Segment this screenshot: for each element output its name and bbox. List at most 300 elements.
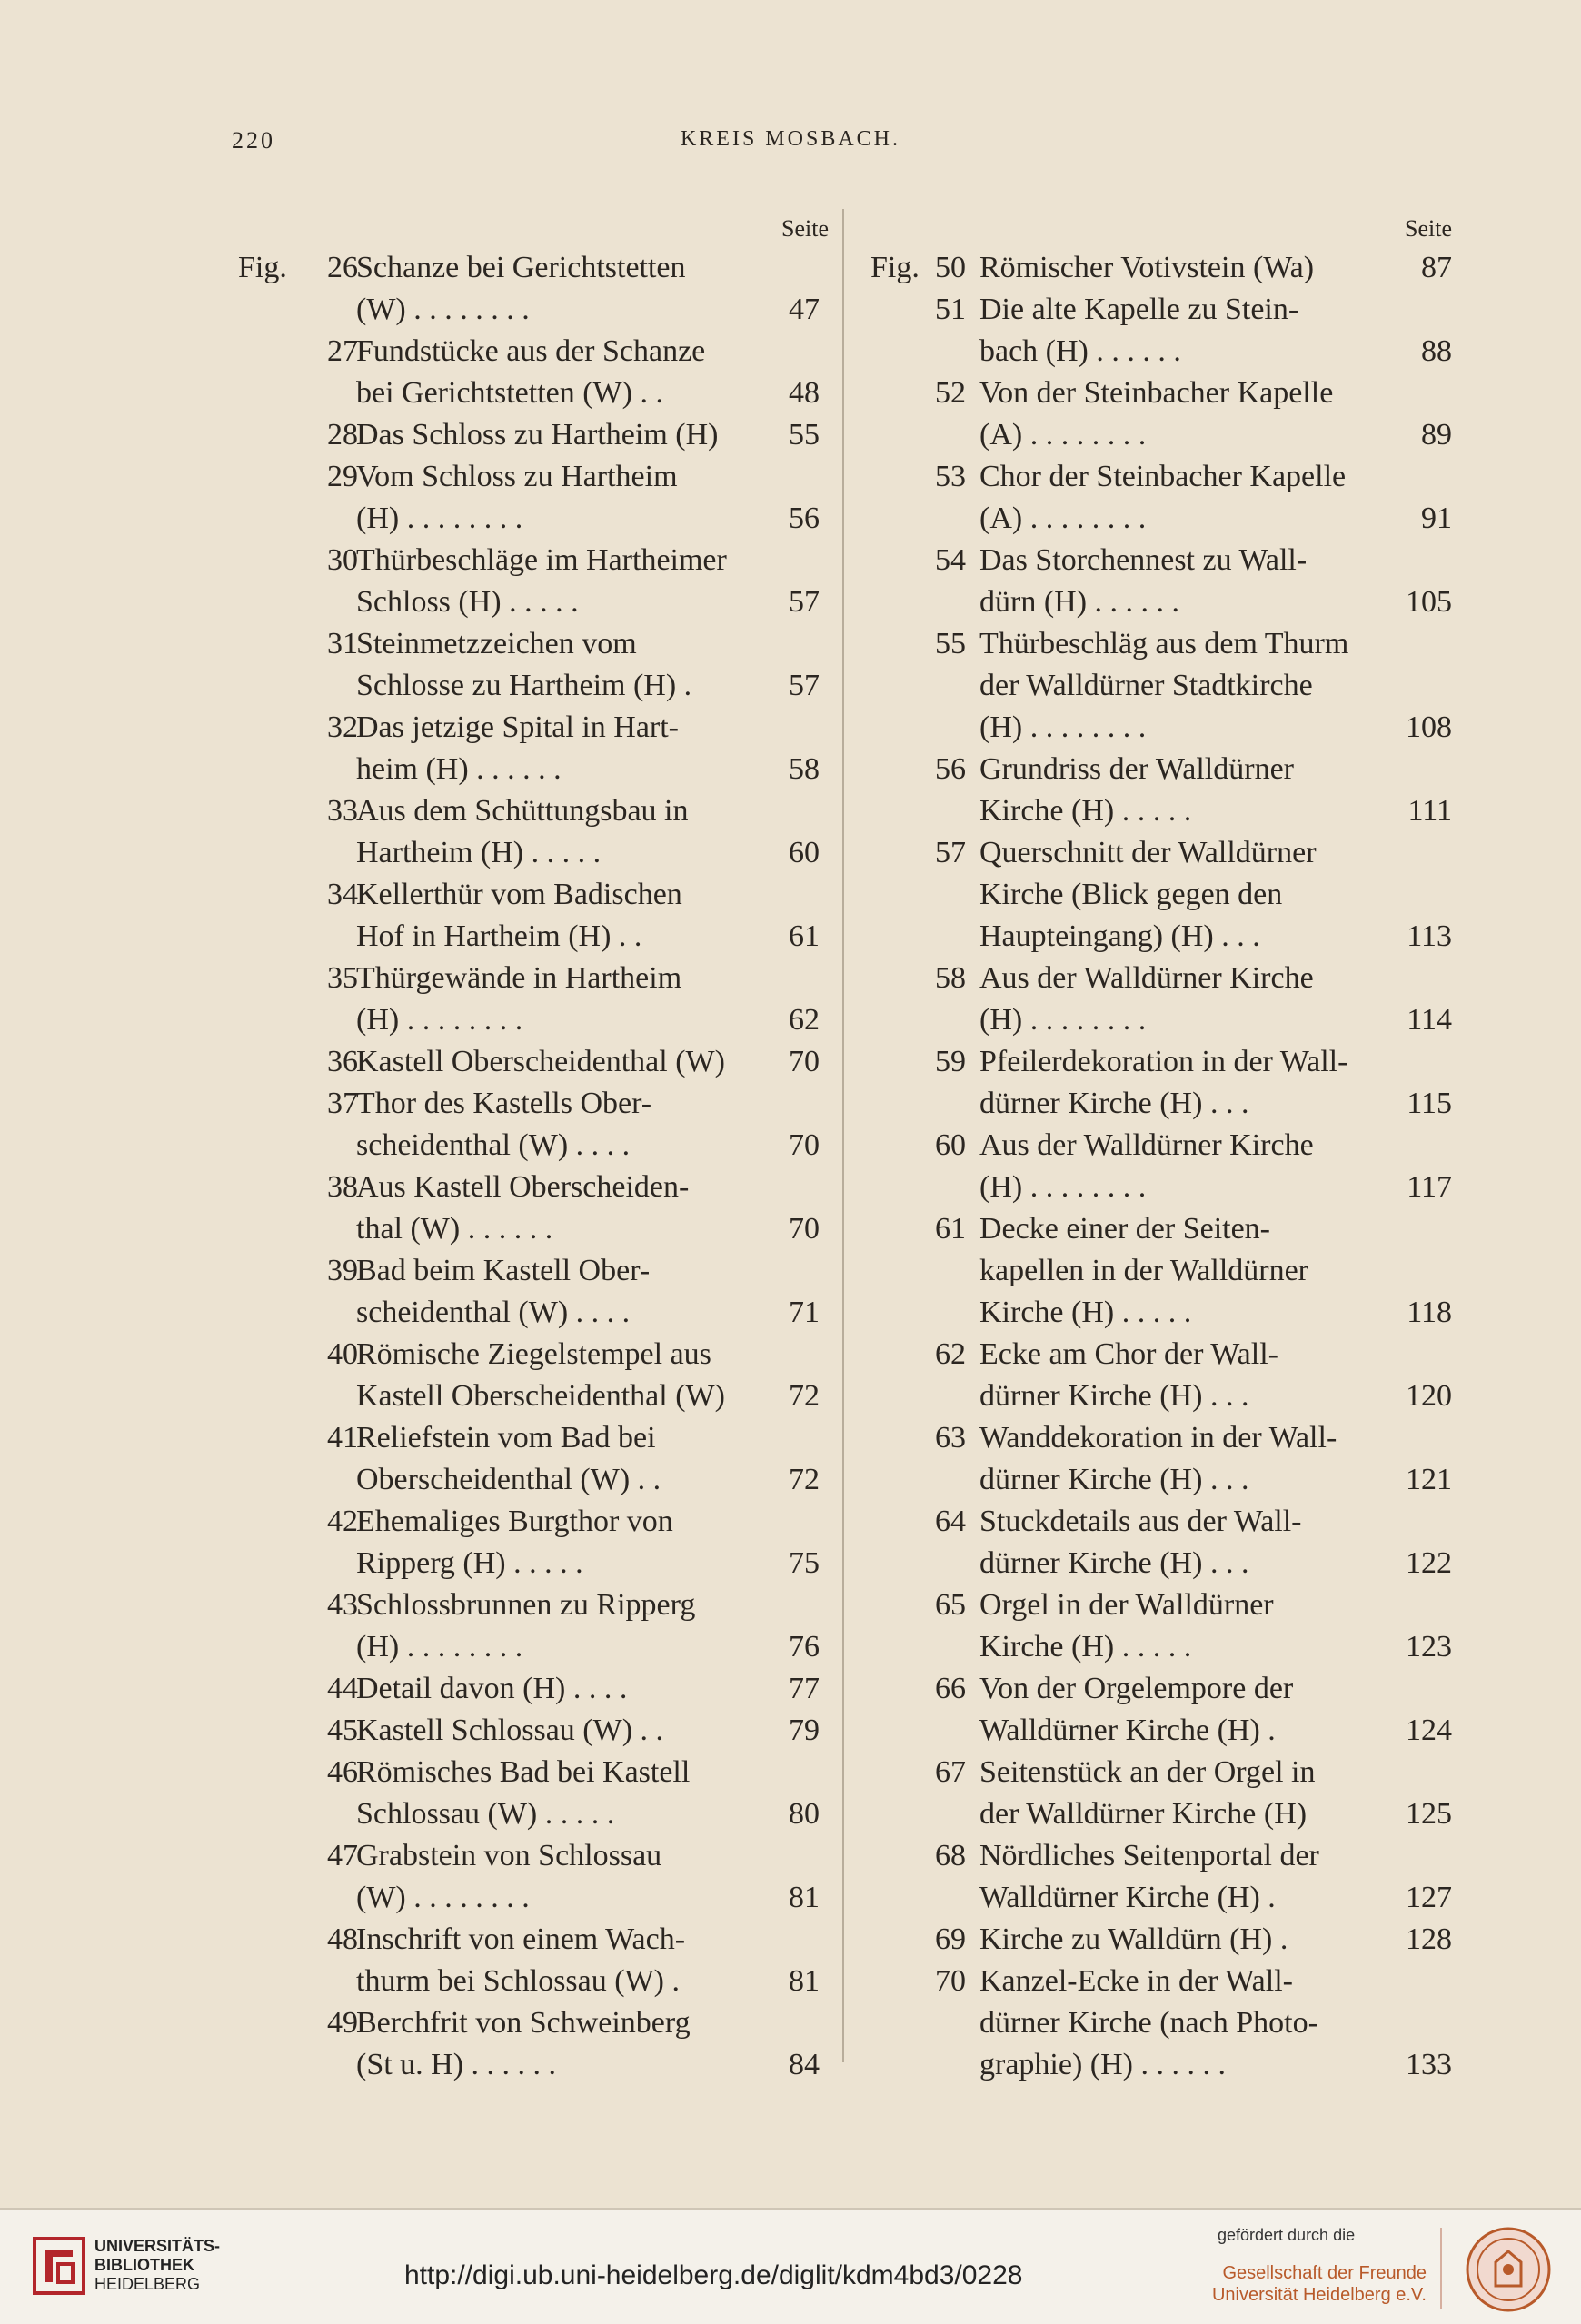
figure-entry-line	[870, 1250, 1452, 1292]
page-reference: 80	[789, 1797, 820, 1831]
figure-entry	[238, 414, 829, 456]
figure-entry-line	[238, 1835, 829, 1877]
figure-entry-line	[870, 1083, 1452, 1125]
figure-number: 30	[327, 543, 358, 577]
figure-number: 33	[327, 794, 358, 828]
figure-entry	[870, 1041, 1452, 1125]
fig-label: Fig.	[238, 251, 287, 284]
figure-caption: scheidenthal (W) . . . .	[356, 1128, 631, 1162]
page-reference: 122	[1406, 1546, 1452, 1580]
figure-entry-line	[870, 414, 1452, 456]
figure-list-left-column	[238, 211, 829, 2086]
figure-entry-line	[870, 1835, 1452, 1877]
figure-entry-line	[870, 916, 1452, 958]
figure-number: 52	[935, 376, 966, 410]
figure-number: 27	[327, 334, 358, 368]
page-reference: 118	[1407, 1296, 1452, 1329]
page-reference: 55	[789, 418, 820, 452]
figure-entry	[870, 372, 1452, 456]
figure-entry-line	[238, 1919, 829, 1961]
figure-number: 37	[327, 1087, 358, 1120]
society-name	[1208, 2262, 1427, 2306]
figure-entry-line	[870, 1125, 1452, 1167]
figure-entry	[870, 623, 1452, 749]
figure-entry-line	[238, 1376, 829, 1417]
figure-number: 47	[327, 1839, 358, 1872]
figure-entry-line	[238, 1167, 829, 1208]
page-reference: 70	[789, 1128, 820, 1162]
figure-entry-line	[238, 456, 829, 498]
page-reference: 124	[1406, 1713, 1452, 1747]
page-reference: 75	[789, 1546, 820, 1580]
figure-number: 69	[935, 1922, 966, 1956]
figure-caption: Inschrift von einem Wach-	[356, 1922, 686, 1956]
figure-entry	[238, 1083, 829, 1167]
figure-entry-line	[870, 1668, 1452, 1710]
figure-entry-line	[238, 2044, 829, 2086]
figure-caption: Kanzel-Ecke in der Wall-	[979, 1964, 1293, 1998]
figure-caption: Kastell Schlossau (W) . .	[356, 1713, 664, 1747]
page-reference: 81	[789, 1964, 820, 1998]
figure-number: 62	[935, 1337, 966, 1371]
figure-entry-line	[870, 540, 1452, 581]
figure-caption: Grabstein von Schlossau	[356, 1839, 662, 1872]
figure-number: 34	[327, 878, 358, 911]
figure-caption: Haupteingang) (H) . . .	[979, 919, 1260, 953]
figure-entry-line	[238, 1501, 829, 1543]
figure-caption: Kirche (H) . . . . .	[979, 1630, 1192, 1664]
page-reference: 123	[1406, 1630, 1452, 1664]
figure-number: 63	[935, 1421, 966, 1455]
figure-caption: Römische Ziegelstempel aus	[356, 1337, 711, 1371]
figure-caption: Wanddekoration in der Wall-	[979, 1421, 1337, 1455]
page-number: 220	[232, 127, 275, 154]
figure-entry	[870, 832, 1452, 958]
footer-separator	[1440, 2228, 1442, 2309]
figure-entry-line	[238, 581, 829, 623]
page-reference: 71	[789, 1296, 820, 1329]
figure-entry-line	[238, 665, 829, 707]
page-reference: 133	[1406, 2048, 1452, 2081]
figure-entry-line	[238, 916, 829, 958]
figure-number: 46	[327, 1755, 358, 1789]
figure-number: 60	[935, 1128, 966, 1162]
figure-caption: Thürgewände in Hartheim	[356, 961, 682, 995]
figure-entry	[870, 1752, 1452, 1835]
figure-caption: scheidenthal (W) . . . .	[356, 1296, 631, 1329]
page-reference: 70	[789, 1212, 820, 1246]
figure-number: 57	[935, 836, 966, 869]
figure-entry	[238, 1334, 829, 1417]
figure-entry	[238, 1668, 829, 1710]
figure-caption: Orgel in der Walldürner	[979, 1588, 1274, 1622]
figure-entry-line	[238, 1417, 829, 1459]
figure-entry-line	[238, 623, 829, 665]
figure-entry	[870, 1417, 1452, 1501]
figure-entry	[870, 1208, 1452, 1334]
figure-entry-line	[238, 790, 829, 832]
figure-caption: thurm bei Schlossau (W) .	[356, 1964, 680, 1998]
figure-caption: (A) . . . . . . . .	[979, 418, 1147, 452]
figure-caption: (W) . . . . . . . .	[356, 293, 530, 326]
figure-entry-line	[238, 958, 829, 999]
figure-number: 39	[327, 1254, 358, 1287]
figure-entry-line	[238, 707, 829, 749]
figure-entry-line	[238, 372, 829, 414]
figure-entry	[870, 1668, 1452, 1752]
page-reference: 79	[789, 1713, 820, 1747]
permalink-url[interactable]: http://digi.ub.uni-heidelberg.de/diglit/kdm4bd3/0228	[404, 2260, 1023, 2290]
page-reference: 113	[1407, 919, 1452, 953]
page-reference: 128	[1406, 1922, 1452, 1956]
figure-caption: Fundstücke aus der Schanze	[356, 334, 706, 368]
page-reference: 88	[1421, 334, 1452, 368]
figure-number: 43	[327, 1588, 358, 1622]
figure-entry-line	[238, 1292, 829, 1334]
figure-entry-line	[870, 790, 1452, 832]
figure-caption: Hartheim (H) . . . . .	[356, 836, 602, 869]
figure-caption: Steinmetzzeichen vom	[356, 627, 637, 660]
figure-entry-line	[870, 1543, 1452, 1584]
figure-caption: Schanze bei Gerichtstetten	[356, 251, 686, 284]
figure-caption: dürner Kirche (H) . . .	[979, 1546, 1249, 1580]
figure-caption: bach (H) . . . . . .	[979, 334, 1181, 368]
figure-entry-line	[870, 1626, 1452, 1668]
figure-caption: Detail davon (H) . . . .	[356, 1672, 628, 1705]
figure-caption: Berchfrit von Schweinberg	[356, 2006, 691, 2040]
figure-entry	[238, 1250, 829, 1334]
figure-entry-line	[870, 498, 1452, 540]
figure-caption: Decke einer der Seiten-	[979, 1212, 1270, 1246]
page-reference: 91	[1421, 502, 1452, 535]
figure-entry	[870, 749, 1452, 832]
viewer-footer	[0, 2208, 1581, 2324]
figure-caption: Aus Kastell Oberscheiden-	[356, 1170, 690, 1204]
figure-entry	[238, 874, 829, 958]
page-reference: 121	[1406, 1463, 1452, 1496]
figure-entry-line	[870, 247, 1452, 289]
page-reference: 61	[789, 919, 820, 953]
figure-caption: Die alte Kapelle zu Stein-	[979, 293, 1299, 326]
figure-caption: Oberscheidenthal (W) . .	[356, 1463, 661, 1496]
library-name-line: UNIVERSITÄTS-	[94, 2237, 221, 2255]
figure-entry-line	[870, 1417, 1452, 1459]
figure-number: 53	[935, 460, 966, 493]
page-reference: 60	[789, 836, 820, 869]
figure-entry-line	[238, 289, 829, 331]
figure-caption: Bad beim Kastell Ober-	[356, 1254, 651, 1287]
running-title: KREIS MOSBACH.	[680, 127, 901, 151]
figure-entry	[870, 1835, 1452, 1919]
figure-caption: dürner Kirche (nach Photo-	[979, 2006, 1318, 2040]
figure-entry-line	[870, 623, 1452, 665]
figure-entry-line	[238, 1459, 829, 1501]
figure-entry-line	[238, 1752, 829, 1793]
figure-entry-line	[870, 289, 1452, 331]
figure-caption: Seitenstück an der Orgel in	[979, 1755, 1316, 1789]
figure-number: 54	[935, 543, 966, 577]
figure-entry-line	[238, 331, 829, 372]
figure-entry	[870, 1961, 1452, 2086]
figure-number: 28	[327, 418, 358, 452]
figure-entry	[870, 1125, 1452, 1208]
figure-entry	[238, 1919, 829, 2002]
figure-caption: Kirche (H) . . . . .	[979, 1296, 1192, 1329]
figure-entry-line	[870, 1292, 1452, 1334]
figure-entry	[238, 623, 829, 707]
figure-caption: thal (W) . . . . . .	[356, 1212, 553, 1246]
figure-entry	[870, 456, 1452, 540]
figure-caption: Grundriss der Walldürner	[979, 752, 1294, 786]
figure-entry	[238, 1417, 829, 1501]
figure-entry-line	[238, 1250, 829, 1292]
figure-caption: Kirche zu Walldürn (H) .	[979, 1922, 1288, 1956]
figure-entry-line	[870, 581, 1452, 623]
page-reference: 76	[789, 1630, 820, 1664]
figure-caption: Schlossau (W) . . . . .	[356, 1797, 615, 1831]
page-reference: 117	[1407, 1170, 1452, 1204]
figure-entry-line	[870, 1961, 1452, 2002]
figure-entry-line	[870, 1501, 1452, 1543]
figure-number: 70	[935, 1964, 966, 1998]
figure-caption: Schloss (H) . . . . .	[356, 585, 579, 619]
figure-list-right-column	[870, 211, 1452, 2086]
page-reference: 115	[1407, 1087, 1452, 1120]
figure-caption: bei Gerichtstetten (W) . .	[356, 376, 663, 410]
figure-entry-line	[870, 999, 1452, 1041]
figure-entry-line	[870, 1710, 1452, 1752]
figure-caption: heim (H) . . . . . .	[356, 752, 562, 786]
figure-entry	[870, 1584, 1452, 1668]
figure-number: 31	[327, 627, 358, 660]
figure-entry-line	[238, 1208, 829, 1250]
figure-caption: Das jetzige Spital in Hart-	[356, 710, 680, 744]
figure-number: 45	[327, 1713, 358, 1747]
figure-number: 49	[327, 2006, 358, 2040]
figure-entry-line	[238, 498, 829, 540]
figure-caption: der Walldürner Kirche (H)	[979, 1797, 1308, 1831]
page-reference: 105	[1406, 585, 1452, 619]
fig-label: Fig.	[870, 251, 920, 284]
figure-caption: Thürbeschläg aus dem Thurm	[979, 627, 1349, 660]
figure-entry-line	[238, 999, 829, 1041]
figure-entry-line	[870, 1584, 1452, 1626]
figure-caption: Kirche (Blick gegen den	[979, 878, 1283, 911]
funded-by-text: gefördert durch die	[1218, 2226, 1356, 2244]
figure-caption: Das Storchennest zu Wall-	[979, 543, 1308, 577]
figure-entry-line	[870, 1041, 1452, 1083]
figure-caption: Ripperg (H) . . . . .	[356, 1546, 583, 1580]
figure-caption: Ehemaliges Burgthor von	[356, 1505, 673, 1538]
figure-entry-line	[238, 1626, 829, 1668]
figure-entry-line	[870, 1752, 1452, 1793]
figure-caption: Chor der Steinbacher Kapelle	[979, 460, 1347, 493]
figure-entry-line	[238, 1125, 829, 1167]
page-reference: 48	[789, 376, 820, 410]
figure-entry-line	[870, 1208, 1452, 1250]
figure-entry	[238, 247, 829, 331]
figure-entry-line	[870, 372, 1452, 414]
library-name-line: HEIDELBERG	[94, 2275, 201, 2293]
figure-number: 32	[327, 710, 358, 744]
figure-entry-line	[238, 1041, 829, 1083]
figure-number: 42	[327, 1505, 358, 1538]
figure-number: 58	[935, 961, 966, 995]
figure-entry-line	[870, 456, 1452, 498]
figure-caption: (H) . . . . . . . .	[979, 1003, 1147, 1037]
figure-caption: dürner Kirche (H) . . .	[979, 1379, 1249, 1413]
figure-caption: Stuckdetails aus der Wall-	[979, 1505, 1302, 1538]
figure-number: 29	[327, 460, 358, 493]
figure-entry-line	[870, 2044, 1452, 2086]
figure-caption: (A) . . . . . . . .	[979, 502, 1147, 535]
figure-caption: (St u. H) . . . . . .	[356, 2048, 557, 2081]
figure-caption: Aus dem Schüttungsbau in	[356, 794, 689, 828]
figure-caption: Schlossbrunnen zu Ripperg	[356, 1588, 696, 1622]
page-reference: 81	[789, 1881, 820, 1914]
page-reference: 87	[1421, 251, 1452, 284]
figure-entry-line	[238, 874, 829, 916]
figure-entry-line	[870, 1459, 1452, 1501]
figure-entry	[238, 1710, 829, 1752]
figure-caption: Von der Orgelempore der	[979, 1672, 1294, 1705]
figure-caption: Schlosse zu Hartheim (H) .	[356, 669, 692, 702]
figure-entry-line	[238, 2002, 829, 2044]
page-reference: 125	[1406, 1797, 1452, 1831]
figure-caption: kapellen in der Walldürner	[979, 1254, 1308, 1287]
figure-caption: dürner Kirche (H) . . .	[979, 1087, 1249, 1120]
page-reference: 127	[1406, 1881, 1452, 1914]
figure-caption: Ecke am Chor der Wall-	[979, 1337, 1278, 1371]
page-reference: 84	[789, 2048, 820, 2081]
figure-entry-line	[870, 958, 1452, 999]
figure-entry-line	[870, 832, 1452, 874]
figure-entry-line	[238, 1961, 829, 2002]
figure-entry	[238, 958, 829, 1041]
figure-caption: Nördliches Seitenportal der	[979, 1839, 1319, 1872]
figure-caption: graphie) (H) . . . . . .	[979, 2048, 1226, 2081]
figure-caption: Querschnitt der Walldürner	[979, 836, 1317, 869]
figure-caption: Das Schloss zu Hartheim (H)	[356, 418, 719, 452]
figure-entry-line	[238, 832, 829, 874]
figure-caption: Walldürner Kirche (H) .	[979, 1881, 1276, 1914]
figure-entry	[870, 1334, 1452, 1417]
figure-entry	[238, 790, 829, 874]
library-name-line: BIBLIOTHEK	[94, 2256, 194, 2274]
figure-number: 38	[327, 1170, 358, 1204]
figure-entry	[238, 1835, 829, 1919]
figure-entry	[238, 2002, 829, 2086]
university-seal-icon	[1465, 2226, 1552, 2313]
figure-entry-line	[238, 247, 829, 289]
figure-entry	[870, 1919, 1452, 1961]
figure-entry	[238, 1584, 829, 1668]
figure-caption: (H) . . . . . . . .	[356, 1630, 523, 1664]
figure-entry-line	[870, 1793, 1452, 1835]
figure-entry	[238, 540, 829, 623]
column-divider	[842, 209, 844, 2062]
figure-number: 68	[935, 1839, 966, 1872]
page-reference: 62	[789, 1003, 820, 1037]
society-name-line: Universität Heidelberg e.V.	[1211, 2285, 1427, 2305]
figure-number: 61	[935, 1212, 966, 1246]
figure-entry-line	[870, 749, 1452, 790]
figure-entry-line	[870, 707, 1452, 749]
figure-caption: (H) . . . . . . . .	[356, 1003, 523, 1037]
figure-number: 35	[327, 961, 358, 995]
figure-caption: Reliefstein vom Bad bei	[356, 1421, 656, 1455]
figure-entry-line	[238, 1710, 829, 1752]
figure-entry-line	[238, 1793, 829, 1835]
figure-caption: Von der Steinbacher Kapelle	[979, 376, 1334, 410]
figure-entry	[870, 1501, 1452, 1584]
page-reference: 89	[1421, 418, 1452, 452]
figure-number: 67	[935, 1755, 966, 1789]
figure-entry-line	[238, 1877, 829, 1919]
page-reference: 77	[789, 1672, 820, 1705]
figure-caption: Römisches Bad bei Kastell	[356, 1755, 691, 1789]
figure-entry	[238, 707, 829, 790]
figure-entry-line	[870, 2002, 1452, 2044]
figure-entry	[870, 958, 1452, 1041]
figure-entry-line	[238, 1083, 829, 1125]
figure-caption: Pfeilerdekoration in der Wall-	[979, 1045, 1348, 1078]
figure-entry-line	[870, 1877, 1452, 1919]
figure-number: 48	[327, 1922, 358, 1956]
university-library-logo-icon	[33, 2237, 85, 2295]
figure-entry	[238, 1167, 829, 1250]
figure-entry-line	[870, 1376, 1452, 1417]
figure-entry-line	[238, 1334, 829, 1376]
figure-number: 51	[935, 293, 966, 326]
figure-number: 56	[935, 752, 966, 786]
figure-number: 65	[935, 1588, 966, 1622]
figure-number: 59	[935, 1045, 966, 1078]
figure-number: 50	[935, 251, 966, 284]
figure-entry-line	[870, 874, 1452, 916]
figure-caption: Hof in Hartheim (H) . .	[356, 919, 642, 953]
page-reference: 58	[789, 752, 820, 786]
figure-caption: Thürbeschläge im Hartheimer	[356, 543, 727, 577]
page-reference: 111	[1407, 794, 1452, 828]
figure-caption: Kirche (H) . . . . .	[979, 794, 1192, 828]
seite-label: Seite	[1405, 215, 1452, 242]
figure-entry	[238, 1041, 829, 1083]
figure-entry-line	[870, 1919, 1452, 1961]
page-reference: 56	[789, 502, 820, 535]
figure-number: 55	[935, 627, 966, 660]
figure-entry	[238, 1752, 829, 1835]
figure-number: 44	[327, 1672, 358, 1705]
figure-caption: dürn (H) . . . . . .	[979, 585, 1180, 619]
figure-caption: Kastell Oberscheidenthal (W)	[356, 1379, 725, 1413]
figure-caption: (H) . . . . . . . .	[356, 502, 523, 535]
page-reference: 57	[789, 585, 820, 619]
figure-entry	[870, 540, 1452, 623]
figure-number: 26	[327, 251, 358, 284]
university-library-name	[94, 2237, 220, 2294]
figure-caption: Aus der Walldürner Kirche	[979, 1128, 1314, 1162]
figure-entry	[870, 289, 1452, 372]
figure-number: 64	[935, 1505, 966, 1538]
figure-caption: (W) . . . . . . . .	[356, 1881, 530, 1914]
figure-caption: Kellerthür vom Badischen	[356, 878, 682, 911]
figure-entry	[870, 247, 1452, 289]
society-name-line: Gesellschaft der Freunde	[1222, 2263, 1427, 2283]
figure-entry-line	[870, 331, 1452, 372]
page-reference: 114	[1407, 1003, 1452, 1037]
page-reference: 72	[789, 1379, 820, 1413]
